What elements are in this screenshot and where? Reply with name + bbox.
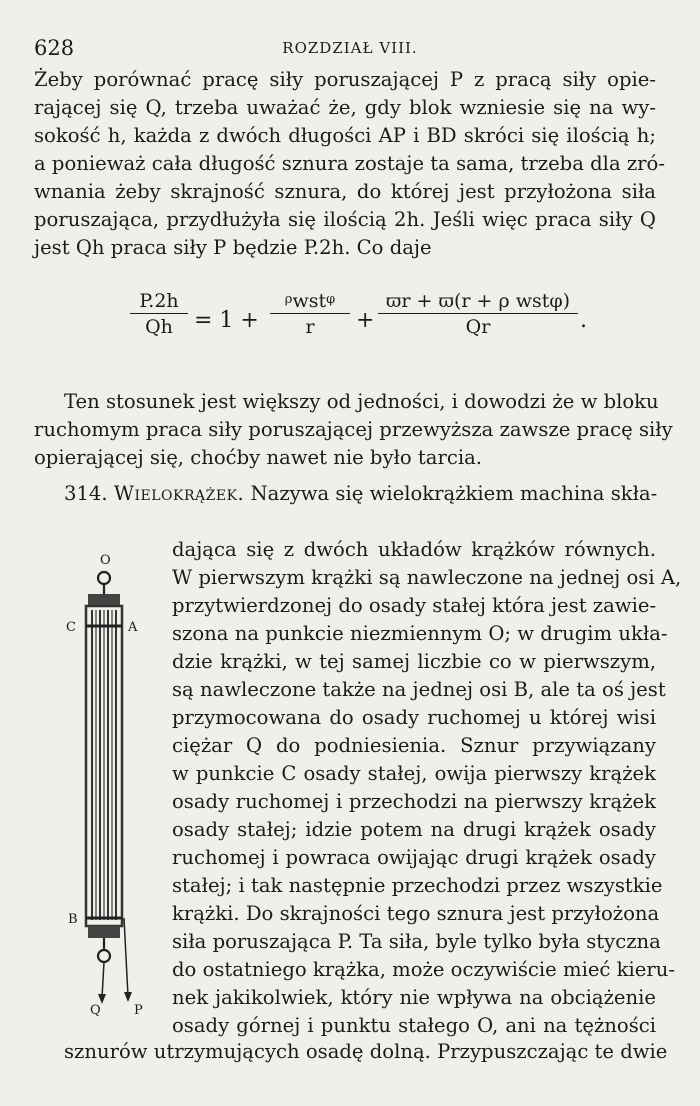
phi-symbol: φ <box>326 292 336 307</box>
text-line: ruchomym praca siły poruszającej przewyższa zawsze pracę siły <box>34 418 673 441</box>
chapter-title: ROZDZIAŁ VIII. <box>282 39 418 57</box>
fraction-numerator: P.2h <box>139 290 179 312</box>
text-line: w punkcie C osady stałej, owija pierwszy krążek <box>172 762 656 785</box>
label-a: A <box>128 620 138 635</box>
fraction-numerator <box>270 290 350 313</box>
text-line: sznurów utrzymujących osadę dolną. Przypuszczając te dwie <box>64 1040 668 1063</box>
pulley-block-illustration <box>64 548 164 1018</box>
section-title: Wielokrążek. <box>113 482 245 505</box>
section-314-heading-line <box>34 480 656 508</box>
text-line: Ten stosunek jest większy od jedności, i dowodzi że w bloku <box>64 390 659 413</box>
fraction-denominator: r <box>305 316 315 338</box>
text-line: ciężar Q do podniesienia. Sznur przywiązany <box>172 734 656 757</box>
text-line: Żeby porównać pracę siły poruszającej P z pracą siły opie- <box>34 68 656 91</box>
text-line: siła poruszająca P. Ta siła, byle tylko była styczna <box>172 930 661 953</box>
text-line: W pierwszym krążki są nawleczone na jednej osi A, <box>172 566 682 589</box>
paragraph-work-comparison <box>34 66 665 262</box>
text-line: sokość h, każda z dwóch długości AP i BD skróci się ilością h; <box>34 124 656 147</box>
text-line: rającej się Q, trzeba uważać że, gdy blok wzniesie się na wy- <box>34 96 656 119</box>
label-b: B <box>68 912 78 927</box>
fraction-denominator: Qr <box>465 316 491 338</box>
force-arrow <box>124 992 132 1002</box>
upper-frame-top <box>88 594 120 606</box>
text-line: przytwierdzonej do osady stałej która jest zawie- <box>172 594 657 617</box>
label-o: O <box>100 553 111 568</box>
paragraph-ratio-conclusion <box>34 388 673 472</box>
text-line: jest Qh praca siły P będzie P.2h. Co daje <box>34 236 432 259</box>
load-line <box>102 962 104 998</box>
text-line: osady górnej i punktu stałego O, ani na tężności <box>172 1014 656 1037</box>
formula-period: . <box>580 308 587 333</box>
section-number: 314. <box>64 482 108 505</box>
label-q: Q <box>90 1003 101 1018</box>
fraction-lhs <box>130 290 188 338</box>
work-ratio-formula <box>130 290 630 360</box>
section-314-continuation <box>64 1038 668 1066</box>
fraction-denominator: Qh <box>145 316 173 338</box>
lower-frame-bottom <box>88 926 120 938</box>
equals-one-plus: = 1 + <box>194 308 259 333</box>
text-line: stałej; i tak następnie przechodzi przez wszystkie <box>172 874 663 897</box>
force-line <box>124 918 128 996</box>
text-line: ruchomej i powraca owijając drugi krążek osady <box>172 846 656 869</box>
text-line: osady stałej; idzie potem na drugi krążek osady <box>172 818 656 841</box>
page-number: 628 <box>34 36 75 60</box>
load-ring <box>98 950 110 962</box>
rho-symbol: ρ <box>284 292 293 307</box>
plus-sign: + <box>356 308 375 333</box>
text-line: krążki. Do skrajności tego sznura jest przyłożona <box>172 902 660 925</box>
section-first-line: Nazywa się wielokrążkiem machina skła- <box>250 482 658 505</box>
text-line: poruszająca, przydłużyła się ilością 2h. Jeśli więc praca siły Q <box>34 208 656 231</box>
text-line: opierającej się, choćby nawet nie było tarcia. <box>34 446 482 469</box>
text-line: wnania żeby skrajność sznura, do której jest przyłożona siła <box>34 180 656 203</box>
running-head <box>34 36 666 60</box>
fraction-numerator: ϖr + ϖ(r + ρ wstφ) <box>385 290 571 312</box>
wst-text: wst <box>292 290 327 312</box>
text-line: osady ruchomej i przechodzi na pierwszy krążek <box>172 790 656 813</box>
text-line: przymocowana do osady ruchomej u której wisi <box>172 706 656 729</box>
section-314-body <box>172 536 682 1040</box>
text-line: dająca się z dwóch układów krążków równych. <box>172 538 656 561</box>
label-c: C <box>66 620 76 635</box>
suspension-ring <box>98 572 110 584</box>
text-line: szona na punkcie niezmiennym O; w drugim ukła- <box>172 622 668 645</box>
fraction-weight-term <box>378 290 578 338</box>
pulley-block-figure <box>64 548 164 1018</box>
text-line: do ostatniego krążka, może oczywiście mieć kieru- <box>172 958 675 981</box>
text-line: dzie krążki, w tej samej liczbie co w pierwszym, <box>172 650 656 673</box>
text-line: są nawleczone także na jednej osi B, ale ta oś jest <box>172 678 666 701</box>
text-line <box>34 480 656 508</box>
text-line: nek jakikolwiek, który nie wpływa na obciążenie <box>172 986 656 1009</box>
fraction-friction-term <box>270 290 350 338</box>
label-p: P <box>134 1003 143 1018</box>
text-line: a ponieważ cała długość sznura zostaje ta sama, trzeba dla zró- <box>34 152 665 175</box>
